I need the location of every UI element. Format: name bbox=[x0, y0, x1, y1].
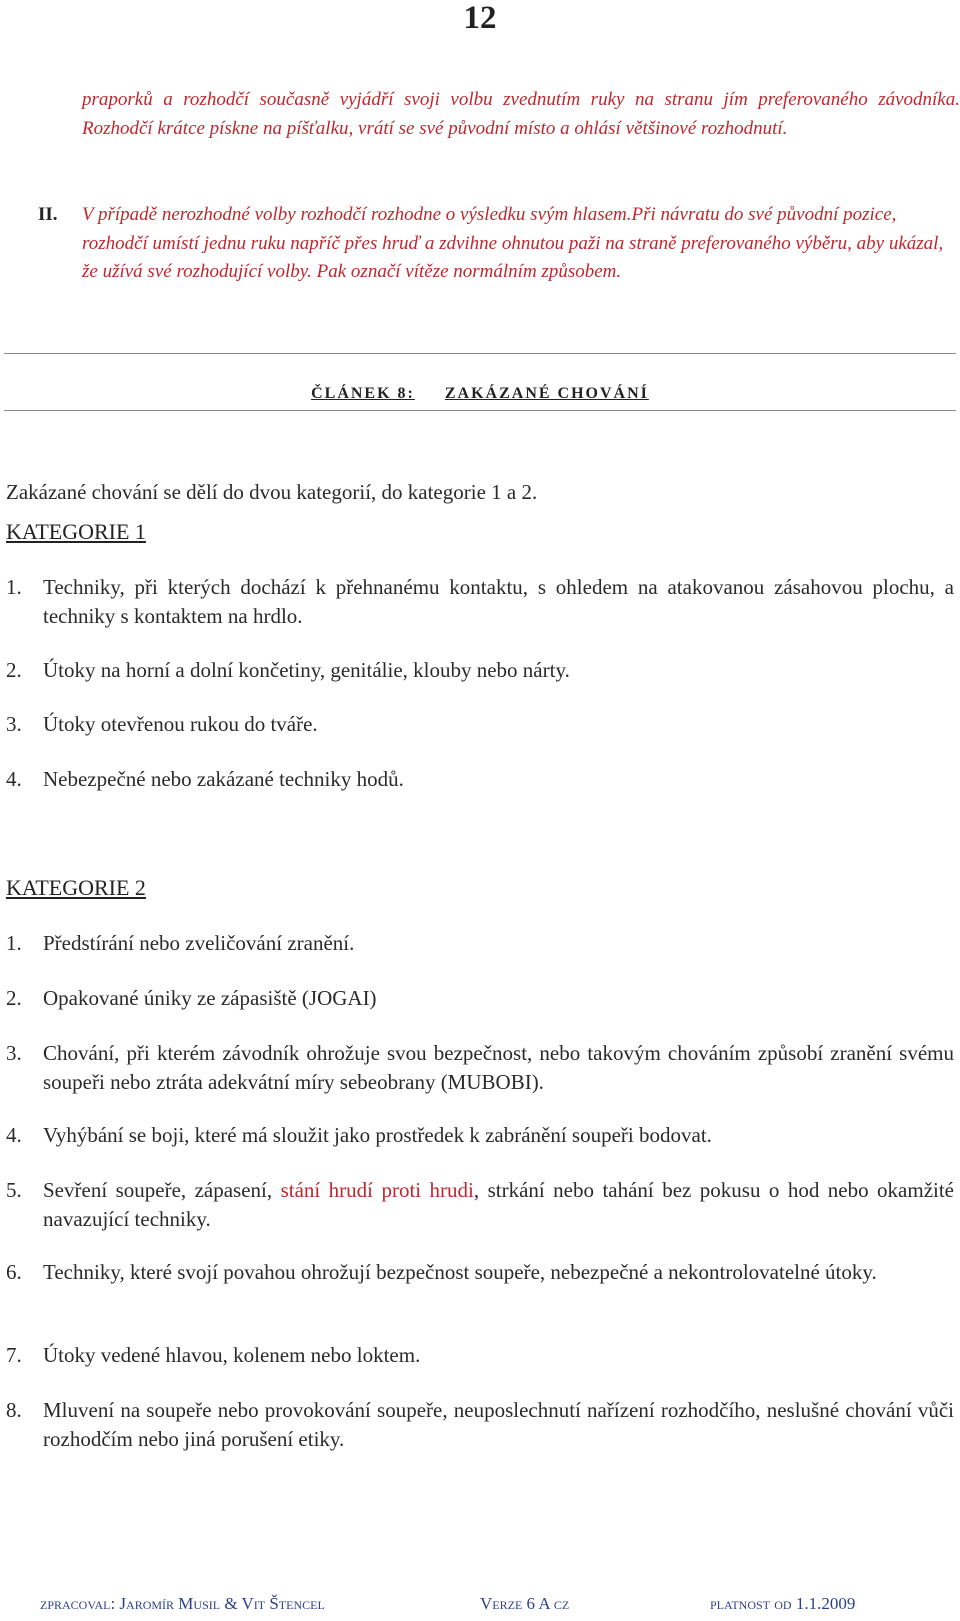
item-number: 3. bbox=[6, 712, 22, 736]
category1-heading: KATEGORIE 1 bbox=[6, 519, 146, 544]
category2-item bbox=[6, 984, 954, 1013]
category2-item bbox=[6, 929, 954, 958]
item-text: Útoky vedené hlavou, kolenem nebo loktem. bbox=[43, 1343, 421, 1367]
roman-item bbox=[38, 201, 958, 287]
item-number: 4. bbox=[6, 1123, 22, 1147]
category2-item bbox=[6, 1039, 954, 1096]
article-title: ZAKÁZANÉ CHOVÁNÍ bbox=[444, 385, 649, 402]
category2-heading: KATEGORIE 2 bbox=[6, 875, 146, 900]
category2-item bbox=[6, 1121, 954, 1150]
item-text: Vyhýbání se boji, které má sloužit jako prostředek k zabránění soupeři bodovat. bbox=[43, 1123, 712, 1147]
item-text: Útoky na horní a dolní končetiny, genitálie, klouby nebo nárty. bbox=[43, 658, 570, 682]
roman-item-number: II. bbox=[38, 204, 58, 225]
item-number: 1. bbox=[6, 575, 22, 599]
categories-intro: Zakázané chování se dělí do dvou kategorií, do kategorie 1 a 2. bbox=[6, 480, 538, 504]
footer-validity: platnost od 1.1.2009 bbox=[710, 1594, 856, 1613]
item-text-after: , strkání nebo tahání bez pokusu o hod nebo okamžité navazující techniky. bbox=[43, 1178, 955, 1231]
footer-author: zpracoval: Jaromír Musil & Vit Štencel bbox=[40, 1594, 325, 1613]
item-text: Opakované úniky ze zápasiště (JOGAI) bbox=[43, 986, 377, 1010]
item-text: Předstírání nebo zveličování zranění. bbox=[43, 931, 355, 955]
item-text: Nebezpečné nebo zakázané techniky hodů. bbox=[43, 767, 404, 791]
item-number: 4. bbox=[6, 767, 22, 791]
page-footer bbox=[0, 1591, 960, 1617]
item-text: Chování, při kterém závodník ohrožuje svou bezpečnost, nebo takovým chováním způsobí zranění svému soupeři nebo ztráta adekvátní míry sebeobrany (MUBOBI). bbox=[43, 1041, 954, 1094]
item-text: Mluvení na soupeře nebo provokování soupeře, neuposlechnutí nařízení rozhodčího, neslušné chování vůči rozhodčím nebo jiná porušení etiky. bbox=[43, 1398, 954, 1451]
item-text: Techniky, při kterých dochází k přehnanému kontaktu, s ohledem na atakovanou zásahovou plochu, a techniky s kontaktem na hrdlo. bbox=[43, 575, 954, 628]
item-number: 5. bbox=[6, 1178, 22, 1202]
item-number: 2. bbox=[6, 658, 22, 682]
category2-item bbox=[6, 1176, 954, 1233]
page-number: 12 bbox=[463, 0, 497, 36]
category2-item bbox=[6, 1396, 954, 1453]
article-heading bbox=[0, 384, 960, 404]
item-number: 8. bbox=[6, 1398, 22, 1422]
item-number: 2. bbox=[6, 986, 22, 1010]
category1-item bbox=[6, 573, 954, 630]
item-number: 1. bbox=[6, 931, 22, 955]
roman-item-text: V případě nerozhodné volby rozhodčí rozhodne o výsledku svým hlasem.Při návratu do své původní pozice, rozhodčí umístí jednu ruku napříč přes hruď a zdvihne ohnutou paži na straně preferovaného výběru, aby ukázal, že užívá své rozhodující volby. Pak označí vítěze normálním způsobem. bbox=[82, 204, 944, 282]
article-bottom-divider bbox=[4, 410, 956, 411]
item-text: Techniky, které svojí povahou ohrožují bezpečnost soupeře, nebezpečné a nekontrolovatelné útoky. bbox=[43, 1260, 877, 1284]
item-number: 7. bbox=[6, 1343, 22, 1367]
footer-version: Verze 6 A cz bbox=[480, 1594, 570, 1613]
article-label: ČLÁNEK 8: bbox=[311, 385, 415, 402]
article-top-divider bbox=[4, 353, 956, 354]
item-text: Útoky otevřenou rukou do tváře. bbox=[43, 712, 318, 736]
category1-item bbox=[6, 656, 954, 685]
category2-item bbox=[6, 1341, 954, 1370]
item-text-before: Sevření soupeře, zápasení, bbox=[43, 1178, 281, 1202]
category2-item bbox=[6, 1258, 954, 1287]
item-text-highlight: stání hrudí proti hrudi bbox=[280, 1178, 474, 1202]
item-text bbox=[43, 1176, 954, 1233]
category1-item bbox=[6, 710, 954, 739]
category1-item bbox=[6, 765, 954, 794]
item-number: 3. bbox=[6, 1041, 22, 1065]
intro-paragraph: praporků a rozhodčí současně vyjádří svoji volbu zvednutím ruky na stranu jím preferovaného závodníka. Rozhodčí krátce pískne na píšťalku, vrátí se své původní místo a ohlásí většinové rozhodnutí. bbox=[82, 89, 960, 139]
item-number: 6. bbox=[6, 1260, 22, 1284]
